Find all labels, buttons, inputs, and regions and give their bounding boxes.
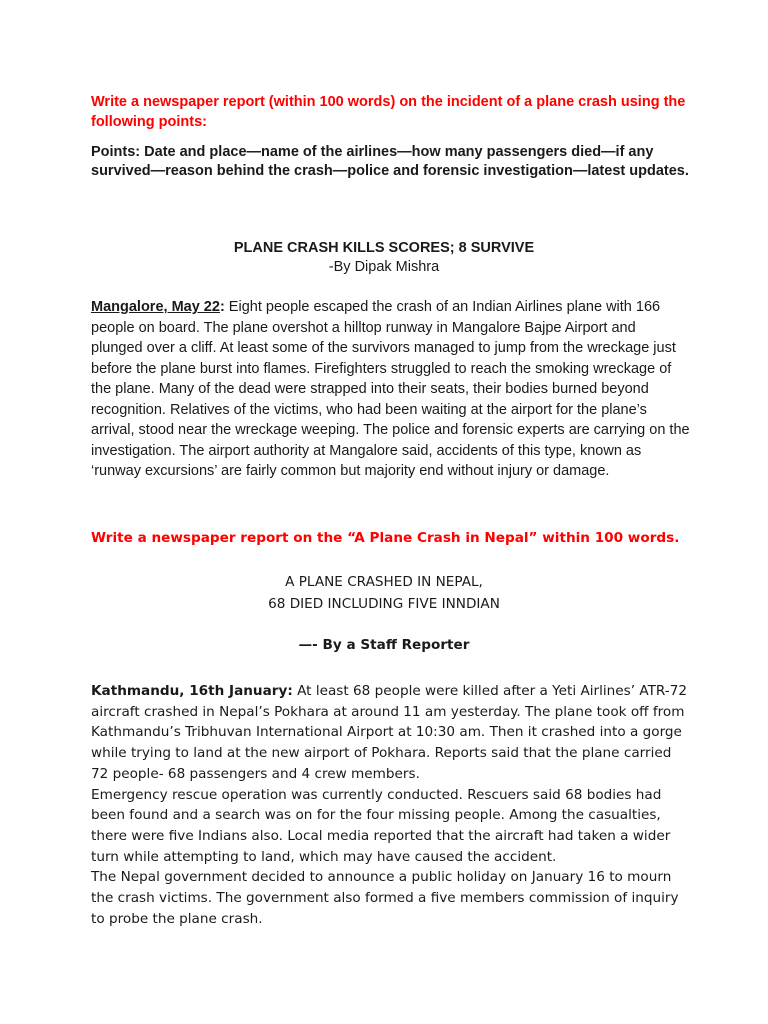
- report2-paragraph-1: [91, 681, 691, 785]
- report1-body-text: Eight people escaped the crash of an Indian Airlines plane with 166 people on board. The plane overshot a hilltop runway in Mangalore Bajpe Airport and plunged over a cliff. At least some of the survivors managed to jump from the wreckage just before the plane burst into flames. Firefighters struggled to reach the smoking wreckage of the plane. Many of the dead were strapped into their seats, their bodies burned beyond recognition. Relatives of the victims, who had been waiting at the airport for the plane’s arrival, stood near the wreckage weeping. The police and forensic experts are carrying on the investigation. The airport authority at Mangalore said, accidents of this type, known as ‘runway excursions’ are fairly common but majority end without injury or damage.: [91, 299, 690, 479]
- report2-paragraph-3: The Nepal government decided to announce a public holiday on January 16 to mourn the crash victims. The government also formed a five members commission of inquiry to probe the plane crash.: [91, 869, 679, 927]
- report1-headline: PLANE CRASH KILLS SCORES; 8 SURVIVE: [233, 240, 535, 256]
- report2-headline-line2: 68 DIED INCLUDING FIVE INNDIAN: [268, 596, 500, 612]
- report1-dateline: Mangalore, May 22: [91, 299, 220, 315]
- report2-body: [91, 681, 691, 929]
- task1-points: Points: Date and place—name of the airlines—how many passengers died—if any survived—reason behind the crash—police and forensic investigation—latest updates.: [91, 144, 689, 179]
- report2-para1-text: At least 68 people were killed after a Yeti Airlines’ ATR-72 aircraft crashed in Nepal’s Pokhara at around 11 am yesterday. The plane took off from Kathmandu’s Tribhuvan International Airport at 10:30 am. Then it crashed into a gorge while trying to land at the new airport of Pokhara. Reports said that the plane carried 72 people- 68 passengers and 4 crew members.: [91, 683, 688, 782]
- report1-body-paragraph: [91, 297, 691, 482]
- task2-prompt: Write a newspaper report on the “A Plane Crash in Nepal” within 100 words.: [91, 530, 680, 546]
- report2-dateline: Kathmandu, 16th January:: [91, 683, 293, 699]
- report2-byline: —- By a Staff Reporter: [298, 637, 470, 653]
- report1-byline: -By Dipak Mishra: [328, 259, 440, 275]
- task1-prompt: Write a newspaper report (within 100 words) on the incident of a plane crash using the following points:: [91, 94, 686, 130]
- report2-paragraph-2: Emergency rescue operation was currently conducted. Rescuers said 68 bodies had been found and a search was on for the four missing people. Among the casualties, there were five Indians also. Local media reported that the aircraft had taken a wider turn while attempting to land, which may have caused the accident.: [91, 786, 671, 865]
- report2-headline-line1: A PLANE CRASHED IN NEPAL,: [285, 574, 483, 590]
- report1-dateline-colon: :: [219, 299, 225, 315]
